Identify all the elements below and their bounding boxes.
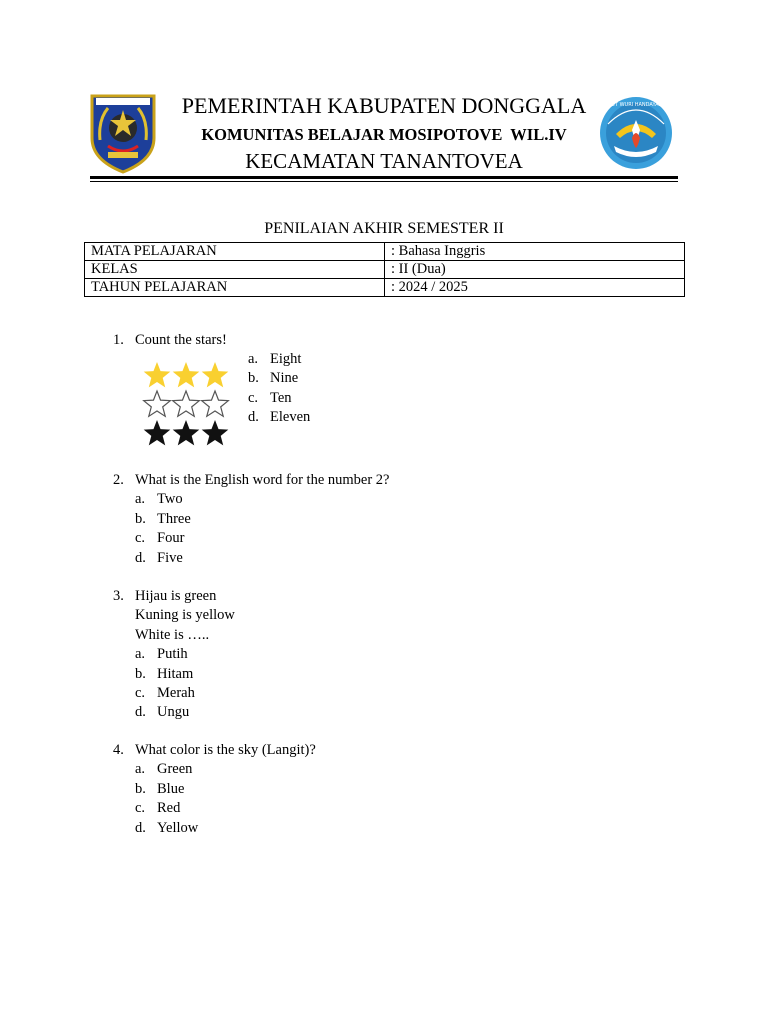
question-number: 4. xyxy=(113,742,124,758)
option-letter: a. xyxy=(135,761,146,778)
question-3 xyxy=(113,587,235,723)
question-text-line: Kuning is yellow xyxy=(135,607,235,624)
option-d[interactable] xyxy=(248,408,310,427)
option-letter: d. xyxy=(135,704,146,721)
option-text: Eight xyxy=(270,351,302,367)
option-a[interactable] xyxy=(135,490,390,509)
info-value: : Bahasa Inggris xyxy=(385,243,685,261)
option-text: Nine xyxy=(270,370,299,387)
option-letter: c. xyxy=(135,800,146,817)
tut-wuri-handayani-logo xyxy=(598,94,674,172)
right-logo-text: TUT WURI HANDAYANI xyxy=(608,102,664,108)
info-label: KELAS xyxy=(85,261,385,279)
option-letter: c. xyxy=(135,685,146,702)
option-text: Merah xyxy=(157,685,195,702)
option-c[interactable] xyxy=(135,529,390,548)
star-icon xyxy=(144,420,171,445)
header-divider-thick xyxy=(90,176,678,179)
header-divider-thin xyxy=(90,181,678,182)
stars-illustration xyxy=(142,361,232,451)
exam-title: PENILAIAN AKHIR SEMESTER II xyxy=(264,220,504,237)
option-text: Red xyxy=(157,800,181,817)
option-letter: b. xyxy=(135,665,146,682)
option-text: Eleven xyxy=(270,409,311,426)
question-4 xyxy=(113,741,316,838)
option-c[interactable] xyxy=(135,799,316,818)
info-label: MATA PELAJARAN xyxy=(85,243,385,261)
star-icon xyxy=(144,391,171,416)
info-row-year xyxy=(85,279,685,297)
star-icon xyxy=(202,420,229,445)
question-text-line: White is ….. xyxy=(135,626,210,643)
star-icon xyxy=(202,391,229,416)
header-district: KECAMATAN TANANTOVEA xyxy=(245,149,523,173)
question-number: 3. xyxy=(113,588,124,604)
option-b[interactable] xyxy=(248,369,310,388)
question-text: What color is the sky (Langit)? xyxy=(135,742,316,758)
info-value: : II (Dua) xyxy=(385,261,685,279)
option-letter: c. xyxy=(135,530,146,547)
option-letter: c. xyxy=(248,389,259,406)
option-text: Three xyxy=(157,510,191,527)
option-letter: d. xyxy=(248,409,259,426)
question-2 xyxy=(113,471,390,568)
star-icon xyxy=(173,420,200,445)
option-letter: a. xyxy=(248,351,259,367)
exam-info-table xyxy=(84,242,685,297)
option-text: Blue xyxy=(157,780,185,797)
option-text: Green xyxy=(157,761,193,778)
option-text: Two xyxy=(157,491,183,508)
option-letter: a. xyxy=(135,491,146,508)
info-value: : 2024 / 2025 xyxy=(385,279,685,297)
option-text: Ten xyxy=(270,389,292,406)
option-b[interactable] xyxy=(135,780,316,799)
header-government: PEMERINTAH KABUPATEN DONGGALA xyxy=(181,93,587,118)
question-text: What is the English word for the number 2? xyxy=(135,472,390,488)
option-text: Putih xyxy=(157,646,188,663)
info-row-subject xyxy=(85,243,685,261)
option-d[interactable] xyxy=(135,549,390,568)
option-a[interactable] xyxy=(135,760,316,779)
question-1 xyxy=(113,331,227,350)
star-icon xyxy=(173,362,200,387)
option-letter: b. xyxy=(248,370,259,387)
option-letter: d. xyxy=(135,549,146,566)
option-letter: d. xyxy=(135,819,146,836)
info-label: TAHUN PELAJARAN xyxy=(85,279,385,297)
star-icon xyxy=(202,362,229,387)
option-text: Yellow xyxy=(157,819,199,836)
option-text: Hitam xyxy=(157,665,194,682)
option-a[interactable] xyxy=(135,645,235,664)
option-a[interactable] xyxy=(248,350,310,369)
star-icon xyxy=(144,362,171,387)
option-letter: a. xyxy=(135,646,146,663)
option-text: Five xyxy=(157,549,183,566)
option-b[interactable] xyxy=(135,665,235,684)
star-icon xyxy=(173,391,200,416)
option-letter: b. xyxy=(135,780,146,797)
question-text: Hijau is green xyxy=(135,588,217,604)
option-d[interactable] xyxy=(135,703,235,722)
option-text: Four xyxy=(157,530,185,547)
question-number: 1. xyxy=(113,332,124,348)
question-number: 2. xyxy=(113,472,124,488)
option-c[interactable] xyxy=(135,684,235,703)
header-community: KOMUNITAS BELAJAR MOSIPOTOVE WIL.IV xyxy=(201,125,567,144)
question-1-options xyxy=(248,350,310,428)
option-c[interactable] xyxy=(248,389,310,408)
info-row-class xyxy=(85,261,685,279)
option-text: Ungu xyxy=(157,704,190,721)
option-letter: b. xyxy=(135,510,146,527)
option-d[interactable] xyxy=(135,819,316,838)
option-b[interactable] xyxy=(135,510,390,529)
question-text: Count the stars! xyxy=(135,332,227,348)
donggala-emblem-logo xyxy=(88,90,158,174)
